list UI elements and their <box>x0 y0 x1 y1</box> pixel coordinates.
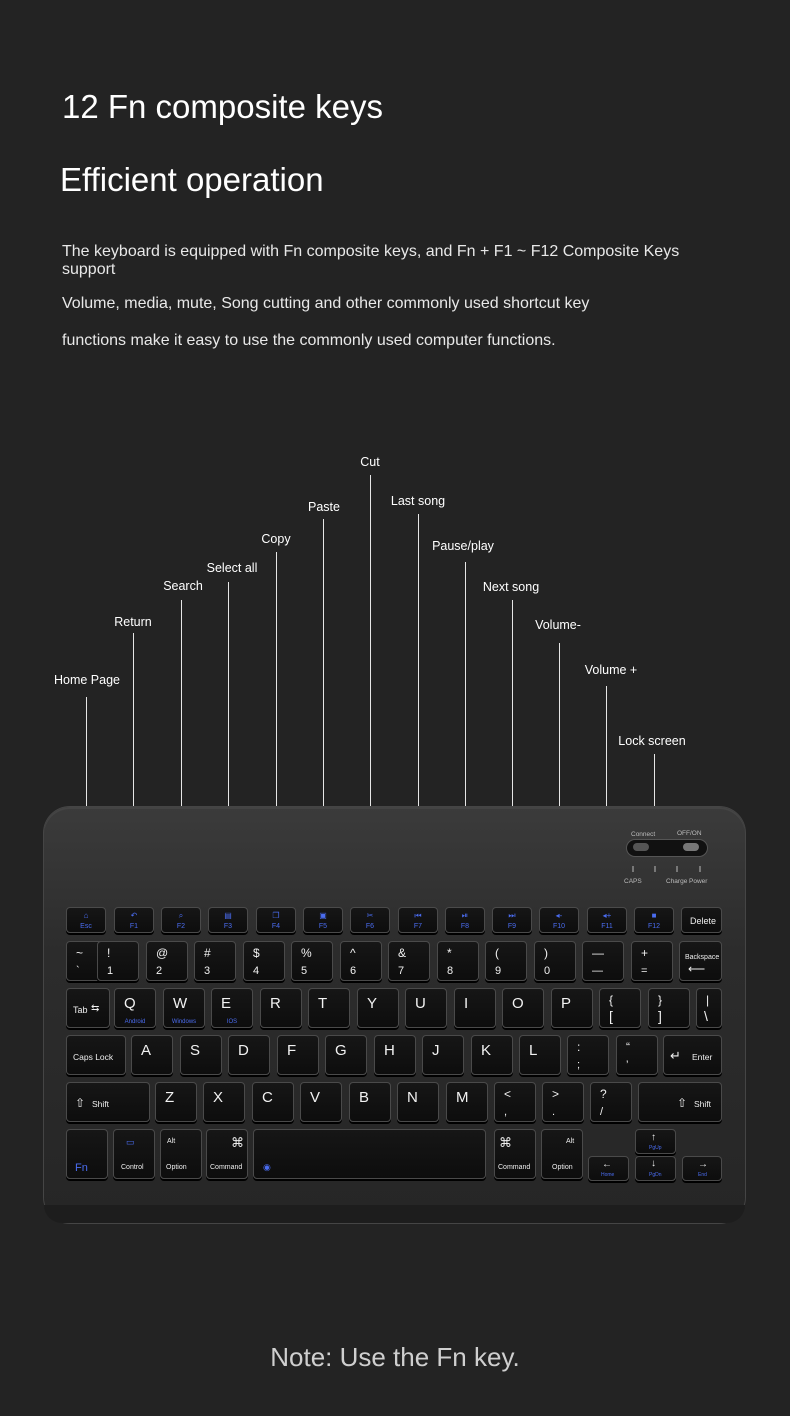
key-backspace[interactable] <box>679 941 722 981</box>
key-semicolon-bottom: ; <box>577 1059 581 1071</box>
key-b-label: B <box>359 1089 370 1106</box>
key-comma-top: < <box>504 1087 512 1101</box>
key-esc[interactable] <box>66 907 106 933</box>
tab-arrows-icon: ⇆ <box>91 1003 100 1014</box>
key-z[interactable] <box>155 1082 197 1122</box>
key-bracket-left-top: { <box>609 993 614 1007</box>
key-quote-top: “ <box>626 1040 630 1054</box>
power-toggle[interactable] <box>683 843 699 851</box>
key-end-label: End <box>698 1172 707 1178</box>
key-3[interactable] <box>194 941 236 981</box>
key-f1[interactable] <box>114 907 154 933</box>
key-0-bottom: 0 <box>544 965 551 977</box>
key-shift-left-label: Shift <box>92 1099 110 1109</box>
key-p[interactable] <box>551 988 593 1028</box>
key-x-label: X <box>213 1089 224 1106</box>
key-command-right-label: Command <box>498 1164 531 1171</box>
key-f12[interactable] <box>634 907 674 933</box>
key-minus-bottom: — <box>592 965 603 977</box>
key-alt-right-label: Alt <box>566 1138 575 1145</box>
key-n-label: N <box>407 1089 418 1106</box>
page-subtitle: Efficient operation <box>60 161 324 198</box>
callout-home-page: Home Page <box>53 673 121 687</box>
home-icon: ⌂ <box>83 911 89 920</box>
volume-up-icon: ◂+ <box>602 911 612 920</box>
key-alt-right[interactable] <box>541 1129 583 1179</box>
key-pgdn-label: PgDn <box>649 1172 662 1178</box>
key-h-label: H <box>384 1042 395 1059</box>
arrow-left-icon: ← <box>602 1159 612 1170</box>
key-j[interactable] <box>422 1035 464 1075</box>
key-8-top: * <box>447 946 452 960</box>
key-e-sub: IOS <box>226 1019 238 1025</box>
key-f5[interactable] <box>303 907 343 933</box>
key-f2[interactable] <box>161 907 201 933</box>
callout-volume-down: Volume- <box>535 618 581 632</box>
key-bracket-right-bottom: ] <box>658 1008 662 1024</box>
key-semicolon-top: : <box>577 1040 581 1054</box>
key-g-label: G <box>335 1042 347 1059</box>
key-f1-label: F1 <box>129 923 139 930</box>
key-f12-label: F12 <box>647 923 661 930</box>
shift-icon: ⇧ <box>75 1096 86 1110</box>
paste-icon: ▣ <box>319 911 327 920</box>
key-f11[interactable] <box>587 907 627 933</box>
key-slash-bottom: / <box>600 1106 604 1118</box>
key-enter[interactable] <box>663 1035 722 1075</box>
key-o-label: O <box>512 995 524 1012</box>
key-3-top: # <box>204 946 211 960</box>
key-f10-label: F10 <box>552 923 566 930</box>
key-alt-left[interactable] <box>160 1129 202 1179</box>
key-tab[interactable] <box>66 988 110 1028</box>
key-5-bottom: 5 <box>301 965 308 977</box>
key-bracket-left[interactable] <box>599 988 641 1028</box>
callout-lock-screen: Lock screen <box>618 734 686 748</box>
key-enter-label: Enter <box>692 1052 713 1062</box>
key-5[interactable] <box>291 941 333 981</box>
key-caps-lock-label: Caps Lock <box>73 1052 114 1062</box>
key-comma-bottom: , <box>504 1106 508 1118</box>
key-bracket-right[interactable] <box>648 988 690 1028</box>
callout-copy: Copy <box>261 532 291 546</box>
key-g[interactable] <box>325 1035 367 1075</box>
key-command-left[interactable] <box>206 1129 248 1179</box>
key-f8[interactable] <box>445 907 485 933</box>
command-icon: ⌘ <box>231 1135 244 1150</box>
key-arrow-right[interactable] <box>682 1156 722 1181</box>
key-f9-label: F9 <box>507 923 517 930</box>
callout-next-song: Next song <box>482 580 540 594</box>
key-6-top: ^ <box>350 946 356 960</box>
key-f4-label: F4 <box>271 923 281 930</box>
key-w[interactable] <box>163 988 205 1028</box>
key-bracket-left-bottom: [ <box>609 1008 613 1024</box>
lock-icon: ■ <box>651 911 657 920</box>
key-f6[interactable] <box>350 907 390 933</box>
key-slash[interactable] <box>590 1082 632 1122</box>
key-h[interactable] <box>374 1035 416 1075</box>
keyboard-icon: ▭ <box>126 1137 135 1147</box>
callout-select-all: Select all <box>206 561 258 575</box>
callout-pause-play: Pause/play <box>432 539 494 553</box>
callout-last-song: Last song <box>390 494 446 508</box>
power-indicator-label: Power <box>689 878 708 885</box>
key-1-bottom: 1 <box>107 965 114 977</box>
description-line-1: The keyboard is equipped with Fn composite keys, and Fn + F1 ~ F12 Composite Keys support <box>62 243 680 278</box>
key-tilde-top: ~ <box>76 946 84 960</box>
key-l-label: L <box>529 1042 538 1059</box>
power-switch-area <box>626 830 710 890</box>
backspace-arrow-icon: ⟵ <box>688 962 706 976</box>
key-equal-top: + <box>641 946 649 960</box>
callout-search: Search <box>163 579 203 593</box>
key-s-label: S <box>190 1042 201 1059</box>
key-backslash-top: | <box>706 993 710 1007</box>
key-minus-top: — <box>592 946 604 960</box>
copy-icon: ❐ <box>272 911 280 920</box>
key-x[interactable] <box>203 1082 245 1122</box>
page-title: 12 Fn composite keys <box>62 88 383 125</box>
key-6-bottom: 6 <box>350 965 357 977</box>
key-f4[interactable] <box>256 907 296 933</box>
connect-button[interactable] <box>633 843 649 851</box>
key-t-label: T <box>318 995 328 1012</box>
key-n[interactable] <box>397 1082 439 1122</box>
key-q-sub: Android <box>124 1019 146 1025</box>
key-u-label: U <box>415 995 426 1012</box>
key-e-label: E <box>221 995 232 1012</box>
key-j-label: J <box>432 1042 440 1059</box>
key-d-label: D <box>238 1042 249 1059</box>
key-esc-label: Esc <box>80 923 92 930</box>
key-equal[interactable] <box>631 941 673 981</box>
key-semicolon[interactable] <box>567 1035 609 1075</box>
key-w-sub: Windows <box>171 1019 197 1025</box>
key-d[interactable] <box>228 1035 270 1075</box>
key-pgup-label: PgUp <box>649 1145 662 1151</box>
key-alt-left-label: Alt <box>167 1138 176 1145</box>
description-line-2: Volume, media, mute, Song cutting and other commonly used shortcut key <box>62 295 590 312</box>
arrow-right-icon: → <box>698 1159 708 1170</box>
key-l[interactable] <box>519 1035 561 1075</box>
key-w-label: W <box>173 995 188 1012</box>
arrow-down-icon: ↓ <box>651 1158 656 1169</box>
key-shift-right[interactable] <box>638 1082 722 1122</box>
key-fn-label: Fn <box>75 1162 88 1174</box>
key-space[interactable] <box>253 1129 486 1179</box>
key-9-bottom: 9 <box>495 965 502 977</box>
key-9-top: ( <box>495 946 499 960</box>
key-i-label: I <box>464 995 469 1012</box>
key-y-label: Y <box>367 995 378 1012</box>
key-quote[interactable] <box>616 1035 658 1075</box>
cut-icon: ✂ <box>366 911 374 920</box>
power-switch[interactable] <box>627 840 707 856</box>
key-slash-top: ? <box>600 1087 607 1101</box>
key-7[interactable] <box>388 941 430 981</box>
key-m-label: M <box>456 1089 469 1106</box>
key-f6-label: F6 <box>365 923 375 930</box>
key-8-bottom: 8 <box>447 965 454 977</box>
key-e[interactable] <box>211 988 253 1028</box>
key-period[interactable] <box>542 1082 584 1122</box>
key-t[interactable] <box>308 988 350 1028</box>
power-led <box>699 866 701 872</box>
key-f9[interactable] <box>492 907 532 933</box>
select-all-icon: ▤ <box>224 911 232 920</box>
key-bracket-right-top: } <box>658 993 663 1007</box>
charge-indicator-label: Charge <box>666 878 688 885</box>
next-track-icon: ⏭ <box>508 911 516 920</box>
callout-paste: Paste <box>308 500 340 514</box>
callout-cut: Cut <box>360 455 380 469</box>
charge-led <box>676 866 678 872</box>
key-f-label: F <box>287 1042 297 1059</box>
key-arrow-down[interactable] <box>635 1156 676 1181</box>
key-quote-bottom: ’ <box>626 1059 629 1071</box>
key-z-label: Z <box>165 1089 175 1106</box>
key-f8-label: F8 <box>460 923 470 930</box>
key-m[interactable] <box>446 1082 488 1122</box>
play-pause-icon: ⏯ <box>461 911 469 920</box>
key-command-right[interactable] <box>494 1129 536 1179</box>
key-0-top: ) <box>544 946 548 960</box>
callout-return: Return <box>114 615 152 629</box>
key-c-label: C <box>262 1089 273 1106</box>
key-o[interactable] <box>502 988 544 1028</box>
return-icon: ↶ <box>130 911 138 920</box>
key-f5-label: F5 <box>318 923 328 930</box>
volume-down-icon: ◂- <box>555 911 563 920</box>
key-option-right-label: Option <box>552 1164 573 1171</box>
key-v[interactable] <box>300 1082 342 1122</box>
description-line-3: functions make it easy to use the commonly used computer functions. <box>62 332 556 349</box>
key-a[interactable] <box>131 1035 173 1075</box>
key-4[interactable] <box>243 941 285 981</box>
key-command-left-label: Command <box>210 1164 243 1171</box>
key-tab-label: Tab <box>73 1005 88 1015</box>
caps-led <box>632 866 634 872</box>
previous-track-icon: ⏮ <box>414 911 422 920</box>
key-backslash[interactable] <box>696 988 722 1028</box>
key-shift-left[interactable] <box>66 1082 150 1122</box>
shift-icon: ⇧ <box>677 1096 688 1110</box>
key-i[interactable] <box>454 988 496 1028</box>
key-b[interactable] <box>349 1082 391 1122</box>
key-0[interactable] <box>534 941 576 981</box>
key-home-label: Home <box>601 1172 615 1178</box>
key-f11-label: F11 <box>601 923 613 930</box>
key-3-bottom: 3 <box>204 965 211 977</box>
search-icon: ⌕ <box>178 911 184 920</box>
key-6[interactable] <box>340 941 382 981</box>
key-c[interactable] <box>252 1082 294 1122</box>
key-period-top: > <box>552 1087 560 1101</box>
key-delete-label: Delete <box>690 916 717 926</box>
key-arrow-left[interactable] <box>588 1156 629 1181</box>
key-f7-label: F7 <box>413 923 423 930</box>
key-control-label: Control <box>121 1164 144 1171</box>
key-r-label: R <box>270 995 281 1012</box>
key-f[interactable] <box>277 1035 319 1075</box>
key-2[interactable] <box>146 941 188 981</box>
arrow-up-icon: ↑ <box>651 1132 656 1143</box>
command-icon: ⌘ <box>499 1135 512 1150</box>
key-a-label: A <box>141 1042 152 1059</box>
key-fn[interactable] <box>66 1129 108 1179</box>
key-9[interactable] <box>485 941 527 981</box>
key-arrow-up[interactable] <box>635 1129 676 1154</box>
key-q-label: Q <box>124 995 136 1012</box>
key-1-top: ! <box>107 946 111 960</box>
key-1[interactable] <box>97 941 139 981</box>
key-caps-lock[interactable] <box>66 1035 126 1075</box>
key-option-left-label: Option <box>166 1164 187 1171</box>
key-u[interactable] <box>405 988 447 1028</box>
key-backslash-bottom: \ <box>704 1008 708 1024</box>
key-k-label: K <box>481 1042 492 1059</box>
key-r[interactable] <box>260 988 302 1028</box>
key-tilde-bottom: ` <box>76 965 80 977</box>
key-8[interactable] <box>437 941 479 981</box>
globe-icon: ◉ <box>263 1162 271 1172</box>
key-s[interactable] <box>180 1035 222 1075</box>
key-p-label: P <box>561 995 572 1012</box>
key-k[interactable] <box>471 1035 513 1075</box>
footer-note: Note: Use the Fn key. <box>270 1342 520 1372</box>
key-f10[interactable] <box>539 907 579 933</box>
key-backspace-label: Backspace <box>685 954 720 961</box>
key-4-top: $ <box>253 946 260 960</box>
bluetooth-led <box>654 866 656 872</box>
key-f3[interactable] <box>208 907 248 933</box>
off-on-label: OFF/ON <box>677 830 702 837</box>
key-control[interactable] <box>113 1129 155 1179</box>
keyboard-edge <box>44 1205 745 1223</box>
key-period-bottom: . <box>552 1106 556 1118</box>
key-2-top: @ <box>156 946 169 960</box>
key-f3-label: F3 <box>223 923 233 930</box>
key-y[interactable] <box>357 988 399 1028</box>
connect-label: Connect <box>631 831 656 838</box>
key-delete[interactable] <box>681 907 722 933</box>
key-7-top: & <box>398 946 407 960</box>
key-f2-label: F2 <box>176 923 186 930</box>
key-q[interactable] <box>114 988 156 1028</box>
key-minus[interactable] <box>582 941 624 981</box>
key-v-label: V <box>310 1089 321 1106</box>
key-2-bottom: 2 <box>156 965 163 977</box>
enter-arrow-icon: ↵ <box>670 1048 681 1063</box>
callout-volume-up: Volume + <box>584 663 638 677</box>
key-shift-right-label: Shift <box>694 1099 712 1109</box>
key-equal-bottom: = <box>641 965 648 977</box>
key-4-bottom: 4 <box>253 965 260 977</box>
key-f7[interactable] <box>398 907 438 933</box>
key-5-top: % <box>301 946 312 960</box>
key-7-bottom: 7 <box>398 965 405 977</box>
caps-indicator-label: CAPS <box>624 878 642 885</box>
key-comma[interactable] <box>494 1082 536 1122</box>
